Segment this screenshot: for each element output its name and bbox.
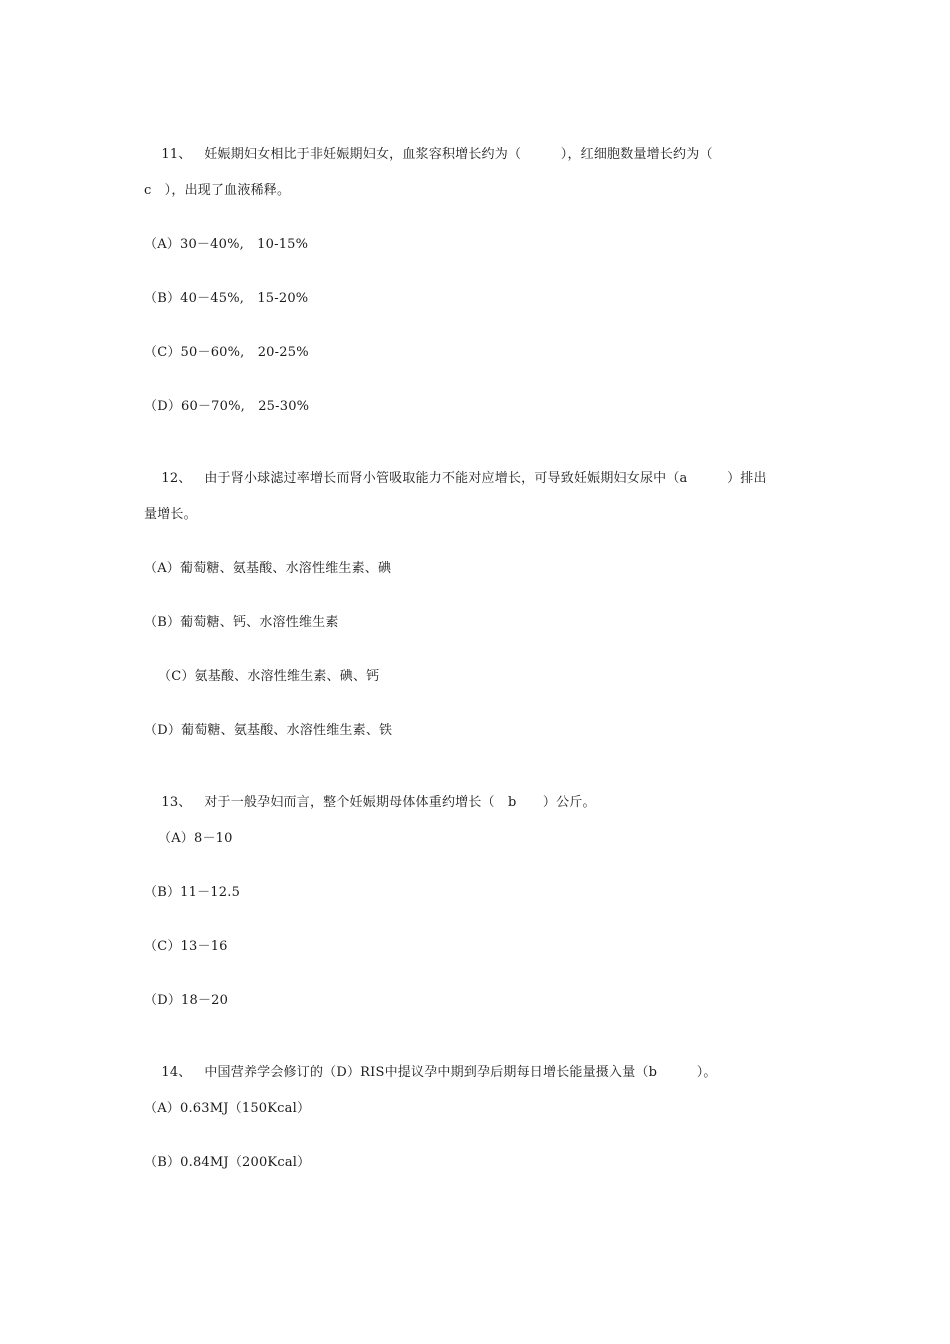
question-12-stem-cont: 量增长。	[144, 507, 197, 522]
question-12-option-c: （C）氨基酸、水溶性维生素、碘、钙	[158, 669, 380, 684]
question-number: 11、	[161, 147, 192, 162]
question-text: 中国营养学会修订的（D）RIS中提议孕中期到孕后期每日增长能量摄入量（b ）。	[204, 1065, 717, 1080]
question-13-option-a: （A）8－10	[158, 831, 233, 846]
question-11-option-c: （C）50－60%, 20-25%	[144, 345, 309, 360]
question-13-option-b: （B）11－12.5	[144, 885, 241, 900]
question-12-option-d: （D）葡萄糖、氨基酸、水溶性维生素、铁	[144, 723, 393, 738]
question-11-stem	[144, 128, 713, 182]
question-number: 12、	[161, 471, 192, 486]
question-number: 14、	[161, 1065, 192, 1080]
question-13-option-c: （C）13－16	[144, 939, 228, 954]
question-14-option-a: （A）0.63MJ（150Kcal）	[144, 1101, 311, 1116]
question-11-option-b: （B）40－45%, 15-20%	[144, 291, 309, 306]
question-13-stem	[144, 776, 596, 830]
question-11-option-a: （A）30－40%, 10-15%	[144, 237, 309, 252]
question-text: 妊娠期妇女相比于非妊娠期妇女，血浆容积增长约为（ ），红细胞数量增长约为（	[204, 147, 713, 162]
question-number: 13、	[161, 795, 192, 810]
question-text: 对于一般孕妇而言，整个妊娠期母体体重约增长（ b ）公斤。	[204, 795, 596, 810]
question-12-stem	[144, 452, 767, 506]
question-12-option-a: （A）葡萄糖、氨基酸、水溶性维生素、碘	[144, 561, 392, 576]
question-text: 由于肾小球滤过率增长而肾小管吸取能力不能对应增长，可导致妊娠期妇女尿中（a ）排出	[204, 471, 767, 486]
question-12-option-b: （B）葡萄糖、钙、水溶性维生素	[144, 615, 339, 630]
question-14-stem	[144, 1046, 717, 1100]
question-13-option-d: （D）18－20	[144, 993, 229, 1008]
question-11-option-d: （D）60－70%, 25-30%	[144, 399, 310, 414]
question-11-stem-cont: c ），出现了血液稀释。	[144, 183, 291, 198]
question-14-option-b: （B）0.84MJ（200Kcal）	[144, 1155, 311, 1170]
